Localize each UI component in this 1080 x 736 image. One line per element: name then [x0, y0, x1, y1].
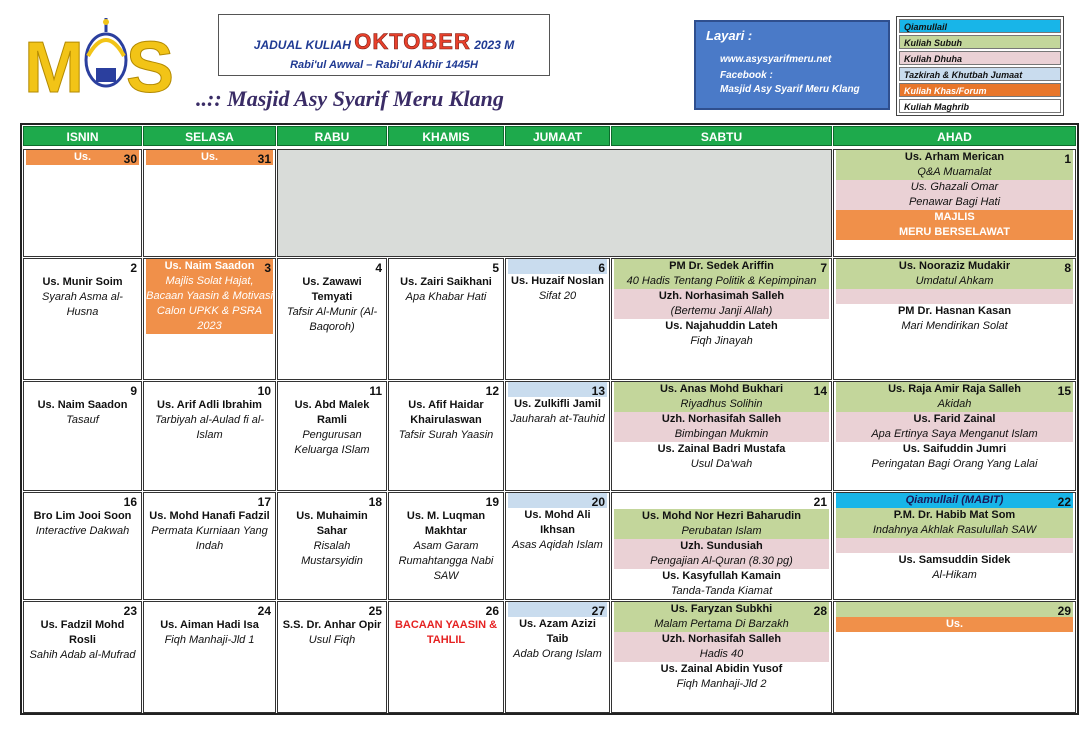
day-number: 7: [820, 261, 827, 275]
lecture-topic: Syarah Asma al-Husna: [42, 291, 123, 318]
legend-item-qiamullail: Qiamullail: [899, 19, 1061, 33]
mosque-name: ..:: Masjid Asy Syarif Meru Klang: [196, 86, 504, 111]
lecture-speaker: Us. Nooraziz Mudakir: [836, 259, 1073, 274]
day-cell-4[interactable]: [277, 258, 387, 380]
day-cell-15[interactable]: [833, 381, 1076, 491]
day-number: 29: [1057, 604, 1071, 618]
lecture-speaker: Us. Zainal Abidin Yusof: [660, 663, 783, 675]
day-number: 2: [130, 261, 137, 275]
lecture-speaker: Us. Farid Zainal: [836, 412, 1073, 427]
lecture-topic: Adab Orang Islam: [513, 648, 602, 660]
lecture-speaker: Us. Faryzan Subkhi: [614, 602, 829, 617]
lecture-speaker: Uzh. Norhasifah Salleh: [614, 632, 829, 647]
lecture-speaker: Us. Anas Mohd Bukhari: [614, 382, 829, 397]
lecture-topic: Apa Khabar Hati: [405, 291, 487, 303]
day-header-ahad: AHAD: [833, 126, 1076, 146]
legend-item-kuliah-maghrib: Kuliah Maghrib: [899, 99, 1061, 113]
lecture-speaker: Us. Raja Amir Raja Salleh: [836, 382, 1073, 397]
schedule-title: [219, 29, 549, 55]
day-number: 12: [485, 384, 499, 398]
event-title: BACAAN YAASIN & TAHLIL: [394, 619, 498, 646]
lecture-speaker: S.S. Dr. Anhar Opir: [282, 619, 382, 631]
day-number: 27: [591, 604, 605, 618]
day-number: 5: [492, 261, 499, 275]
facebook-link[interactable]: Masjid Asy Syarif Meru Klang: [720, 84, 860, 95]
day-number: 6: [598, 261, 605, 275]
schedule-title-box: [218, 14, 550, 76]
day-cell-27[interactable]: [505, 601, 610, 713]
day-number: 4: [375, 261, 382, 275]
legend-item-tazkirah: Tazkirah & Khutbah Jumaat: [899, 67, 1061, 81]
lecture-speaker: Us. Kasyfullah Kamain: [662, 570, 781, 582]
day-cell-5[interactable]: [388, 258, 504, 380]
lecture-speaker: Us. Afif Haidar Khairulaswan: [408, 399, 484, 426]
day-number: 28: [813, 604, 827, 618]
day-cell-8[interactable]: [833, 258, 1076, 380]
svg-text:M: M: [24, 28, 84, 106]
day-cell-31[interactable]: [143, 149, 276, 257]
lecture-topic: Permata Kurniaan Yang Indah: [151, 525, 268, 552]
day-cell-9[interactable]: [23, 381, 142, 491]
lecture-topic: Fiqh Jinayah: [690, 335, 753, 347]
title-year: 2023 M: [474, 38, 515, 52]
legend-item-kuliah-dhuha: Kuliah Dhuha: [899, 51, 1061, 65]
lecture-topic: Jauharah at-Tauhid: [510, 413, 605, 425]
day-number: 16: [123, 495, 137, 509]
lecture-topic: Mari Mendirikan Solat: [901, 320, 1008, 332]
lecture-speaker: Us. Zairi Saikhani: [400, 276, 492, 288]
lecture-topic: Pengurusan Keluarga ISlam: [294, 429, 370, 456]
lecture-speaker: Us. Saifuddin Jumri: [902, 443, 1007, 455]
lecture-topic: Pengajian Al-Quran (8.30 pg): [614, 554, 829, 569]
svg-text:S: S: [126, 28, 175, 106]
lecture-topic: Risalah Mustarsyidin: [301, 540, 363, 567]
lecture-topic: Tarbiyah al-Aulad fi al-Islam: [154, 414, 265, 441]
lecture-speaker: Us. Zawawi Temyati: [302, 276, 362, 303]
day-cell-3[interactable]: [143, 258, 276, 380]
lecture-topic: Fiqh Manhaji-Jld 1: [164, 634, 255, 646]
legend-item-kuliah-subuh: Kuliah Subuh: [899, 35, 1061, 49]
day-cell-22[interactable]: [833, 492, 1076, 600]
lecture-speaker: Us.: [836, 617, 1073, 632]
mosque-logo: [22, 14, 180, 106]
day-number: 26: [485, 604, 499, 618]
day-number: 31: [257, 152, 271, 166]
lecture-speaker: Uzh. Norhasifah Salleh: [614, 412, 829, 427]
day-number: 23: [123, 604, 137, 618]
day-number: 8: [1064, 261, 1071, 275]
lecture-speaker: P.M. Dr. Habib Mat Som: [836, 508, 1073, 523]
lecture-speaker: Us. Naim Saadon: [37, 399, 128, 411]
lecture-topic: Malam Pertama Di Barzakh: [614, 617, 829, 632]
day-header-selasa: SELASA: [143, 126, 276, 146]
empty-days-block: [277, 149, 832, 257]
lecture-speaker: Us. Mohd Ali Ikhsan: [524, 509, 591, 536]
day-cell-25[interactable]: [277, 601, 387, 713]
lecture-topic: Tasauf: [66, 414, 99, 426]
facebook-label: Facebook :: [720, 70, 773, 81]
day-number: 17: [257, 495, 271, 509]
day-number: 20: [591, 495, 605, 509]
day-header-isnin: ISNIN: [23, 126, 142, 146]
lecture-speaker: Us.: [26, 150, 139, 165]
mosque-logo-icon: [22, 14, 180, 106]
lecture-topic: Interactive Dakwah: [35, 525, 130, 537]
day-cell-21[interactable]: [611, 492, 832, 600]
lecture-topic: Penawar Bagi Hati: [836, 195, 1073, 210]
day-cell-24[interactable]: [143, 601, 276, 713]
day-number: 15: [1057, 384, 1071, 398]
dhuha-slot: [836, 538, 1073, 553]
lecture-topic: Al-Hikam: [932, 569, 977, 581]
lecture-topic: Sifat 20: [538, 290, 577, 302]
lecture-speaker: Us. Ghazali Omar: [836, 180, 1073, 195]
lecture-topic: Usul Fiqh: [308, 634, 356, 646]
lecture-topic: Asam Garam Rumahtangga Nabi SAW: [398, 540, 494, 582]
lecture-speaker: Us. Arham Merican: [836, 150, 1073, 165]
day-number: 19: [485, 495, 499, 509]
day-number: 24: [257, 604, 271, 618]
day-cell-13[interactable]: [505, 381, 610, 491]
lecture-topic: Q&A Muamalat: [836, 165, 1073, 180]
lecture-topic: Fiqh Manhaji-Jld 2: [676, 678, 767, 690]
day-cell-6[interactable]: [505, 258, 610, 380]
lecture-topic: Indahnya Akhlak Rasulullah SAW: [836, 523, 1073, 538]
day-cell-7[interactable]: [611, 258, 832, 380]
qiamullail-label: Qiamullail (MABIT): [836, 493, 1073, 508]
day-header-khamis: KHAMIS: [388, 126, 504, 146]
day-cell-12[interactable]: [388, 381, 504, 491]
lecture-speaker: Uzh. Sundusiah: [614, 539, 829, 554]
day-number: 9: [130, 384, 137, 398]
legend-item-kuliah-khas: Kuliah Khas/Forum: [899, 83, 1061, 97]
lecture-topic: (Bertemu Janji Allah): [614, 304, 829, 319]
lecture-speaker: Us. Samsuddin Sidek: [898, 554, 1011, 566]
title-prefix: JADUAL KULIAH: [253, 38, 351, 52]
lecture-speaker: Us. Azam Azizi Taib: [519, 618, 596, 645]
lecture-speaker: Us. Zainal Badri Mustafa: [657, 443, 786, 455]
day-number: 13: [591, 384, 605, 398]
lecture-topic: Umdatul Ahkam: [836, 274, 1073, 289]
lecture-speaker: Us. Najahuddin Lateh: [665, 320, 778, 332]
legend: [896, 16, 1064, 116]
day-number: 18: [368, 495, 382, 509]
lecture-topic: Hadis 40: [614, 647, 829, 662]
visit-label: Layari :: [706, 28, 753, 43]
day-header-jumaat: JUMAAT: [505, 126, 610, 146]
day-cell-16[interactable]: [23, 492, 142, 600]
lecture-speaker: Us. Arif Adli Ibrahim: [157, 399, 262, 411]
lecture-speaker: Us. Naim Saadon: [146, 259, 273, 274]
day-cell-14[interactable]: [611, 381, 832, 491]
day-number: 30: [123, 152, 137, 166]
day-cell-11[interactable]: [277, 381, 387, 491]
lecture-speaker: Us. Mohd Hanafi Fadzil: [149, 510, 270, 522]
lecture-topic: Apa Ertinya Saya Menganut Islam: [836, 427, 1073, 442]
lecture-speaker: Us.: [146, 150, 273, 165]
lecture-topic: Majlis Solat Hajat, Bacaan Yaasin & Motivasi Calon UPKK & PSRA 2023: [146, 275, 273, 332]
lecture-topic: Akidah: [836, 397, 1073, 412]
event-title: MERU BERSELAWAT: [836, 225, 1073, 240]
lecture-topic: Usul Da'wah: [690, 458, 753, 470]
dhuha-slot: [836, 289, 1073, 304]
day-number: 10: [257, 384, 271, 398]
lecture-topic: 40 Hadis Tentang Politik & Kepimpinan: [614, 274, 829, 289]
day-cell-20[interactable]: [505, 492, 610, 600]
lecture-topic: Sahih Adab al-Mufrad: [29, 649, 136, 661]
day-number: 22: [1057, 495, 1071, 509]
title-month: OKTOBER: [354, 29, 471, 54]
website-link[interactable]: www.asysyarifmeru.net: [720, 54, 832, 65]
lecture-speaker: Bro Lim Jooi Soon: [33, 510, 132, 522]
day-number: 1: [1064, 152, 1071, 166]
lecture-topic: Asas Aqidah Islam: [512, 539, 603, 551]
day-header-rabu: RABU: [277, 126, 387, 146]
day-number: 21: [813, 495, 827, 509]
schedule-subtitle: Rabi'ul Awwal – Rabi'ul Akhir 1445H: [290, 59, 478, 71]
day-cell-2[interactable]: [23, 258, 142, 380]
day-number: 25: [368, 604, 382, 618]
lecture-speaker: Us. M. Luqman Makhtar: [406, 510, 486, 537]
lecture-speaker: Us. Huzaif Noslan: [511, 275, 604, 287]
lecture-topic: Tafsir Surah Yaasin: [398, 429, 494, 441]
lecture-topic: Perubatan Islam: [614, 524, 829, 539]
day-cell-19[interactable]: [388, 492, 504, 600]
lecture-speaker: PM Dr. Sedek Ariffin: [614, 259, 829, 274]
lecture-speaker: Us. Zulkifli Jamil: [514, 398, 601, 410]
lecture-speaker: PM Dr. Hasnan Kasan: [897, 305, 1012, 317]
lecture-speaker: Uzh. Norhasimah Salleh: [614, 289, 829, 304]
day-header-sabtu: SABTU: [611, 126, 832, 146]
day-number: 11: [369, 384, 382, 398]
lecture-topic: Peringatan Bagi Orang Yang Lalai: [871, 458, 1038, 470]
day-cell-30[interactable]: [23, 149, 142, 257]
day-number: 14: [813, 384, 827, 398]
lecture-speaker: Us. Muhaimin Sahar: [296, 510, 368, 537]
day-cell-10[interactable]: [143, 381, 276, 491]
lecture-speaker: Us. Mohd Nor Hezri Baharudin: [614, 509, 829, 524]
lecture-topic: Tanda-Tanda Kiamat: [670, 585, 773, 597]
day-cell-17[interactable]: [143, 492, 276, 600]
info-box: [694, 20, 890, 110]
day-cell-1[interactable]: [833, 149, 1076, 257]
lecture-topic: Bimbingan Mukmin: [614, 427, 829, 442]
tazkirah-slot: [508, 259, 607, 274]
day-cell-26[interactable]: [388, 601, 504, 713]
day-cell-29[interactable]: [833, 601, 1076, 713]
lecture-speaker: Us. Fadzil Mohd Rosli: [40, 619, 125, 646]
lecture-speaker: Us. Aiman Hadi Isa: [160, 619, 259, 631]
subuh-slot: [836, 602, 1073, 617]
day-cell-23[interactable]: [23, 601, 142, 713]
lecture-speaker: Us. Abd Malek Ramli: [294, 399, 370, 426]
day-cell-28[interactable]: [611, 601, 832, 713]
lecture-topic: Riyadhus Solihin: [614, 397, 829, 412]
event-title: MAJLIS: [836, 210, 1073, 225]
day-cell-18[interactable]: [277, 492, 387, 600]
day-number: 3: [264, 261, 271, 275]
lecture-topic: Tafsir Al-Munir (Al-Baqoroh): [286, 306, 378, 333]
lecture-speaker: Us. Munir Soim: [42, 276, 123, 288]
